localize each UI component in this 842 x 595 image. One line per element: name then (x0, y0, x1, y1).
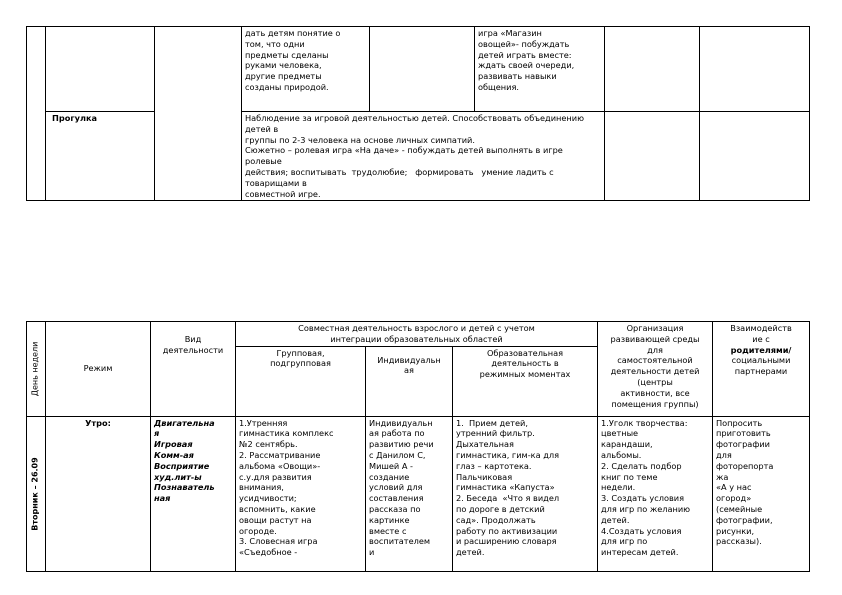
text-line: для (716, 449, 732, 460)
text-line: (центры (637, 376, 673, 387)
text-line: Восприятие (154, 460, 210, 471)
text-line: помещения группы) (611, 398, 699, 409)
text-line: 3. Создать условия (601, 493, 685, 504)
group-header (236, 346, 366, 416)
text-line: гимнастика, гим-ка для (456, 449, 560, 460)
walk-parents-cell (700, 112, 810, 201)
text-line: Мишей А - (369, 460, 413, 471)
text-line: Познаватель (154, 482, 215, 493)
walk-text-cell (242, 112, 605, 201)
walk-label: Прогулка (46, 112, 155, 201)
text-line: усидчивости; (239, 493, 297, 504)
day-text: Вторник – 26.09 (30, 456, 40, 531)
text-line: воспитателем (369, 536, 431, 547)
text-line: ая работа по (369, 428, 425, 439)
group-cell (236, 416, 366, 571)
text-line: с Данилом С, (369, 449, 426, 460)
day-header (27, 322, 46, 417)
top-row-walk (27, 112, 810, 201)
text-line: альбома «Овощи»- (239, 460, 321, 471)
text-line: жа (716, 471, 729, 482)
text-line: карандаши, (601, 439, 653, 450)
text-line: предметы сделаны (245, 49, 329, 60)
text-line: 2. Беседа «Что я видел (456, 493, 560, 504)
text-line: общения. (478, 81, 520, 92)
text-line: овощи растут на (239, 514, 312, 525)
text-line: Взаимодейств (730, 323, 792, 333)
text-line: сад». Продолжать (456, 514, 536, 525)
text-line: фотографии (716, 439, 770, 450)
text-line: 2. Рассматривание (239, 449, 321, 460)
activity-header (151, 322, 236, 417)
text-line: утренний фильтр. (456, 428, 535, 439)
text-line: Попросить (716, 417, 763, 428)
text-line: интеграции образовательных областей (330, 333, 503, 344)
environment-cell (598, 416, 713, 571)
top-activity-cell (155, 27, 242, 201)
text-line: том, что одни (245, 38, 305, 49)
text-line: гимнастика «Капуста» (456, 482, 555, 493)
individual-cell (366, 416, 453, 571)
text-line: дать детям понятие о (245, 28, 341, 38)
text-line: фоторепорта (716, 460, 774, 471)
text-line: для игр по (601, 536, 648, 547)
parents-cell (713, 416, 810, 571)
text-line: условий для (369, 482, 423, 493)
text-line: гимнастика комплекс (239, 428, 334, 439)
top-empty-cell (370, 27, 475, 112)
text-line: внимания, (239, 482, 284, 493)
text-line: Совместная деятельность взрослого и детей с учетом (298, 323, 535, 333)
text-line: огород» (716, 493, 752, 504)
text-line: детей играть вместе: (478, 49, 572, 60)
top-env-cell (605, 27, 700, 112)
text-line: Образовательная (486, 347, 564, 358)
text-line: Групповая, (276, 347, 325, 358)
text-line: 2. Сделать подбор (601, 460, 682, 471)
text-line: Игровая (154, 439, 193, 450)
parents-header (713, 322, 810, 417)
text-line: овощей»- побуждать (478, 38, 570, 49)
text-line: детей. (456, 547, 485, 558)
text-line: (семейные (716, 503, 763, 514)
walk-env-cell (605, 112, 700, 201)
text-line: другие предметы (245, 71, 322, 82)
text-line: работу по активизации (456, 525, 558, 536)
text-line: детей. (601, 514, 630, 525)
text-line: картинке (369, 514, 410, 525)
top-game-cell (475, 27, 605, 112)
text-line: книг по теме (601, 471, 658, 482)
text-line: действия; воспитывать трудолюбие; формировать умение ладить с товарищами в (245, 166, 557, 188)
text-line: ие с (752, 333, 770, 344)
text-line: «Съедобное - (239, 547, 298, 558)
text-line: 1. Прием детей, (456, 417, 528, 428)
text-line: составления (369, 493, 424, 504)
text-line: цветные (601, 428, 639, 439)
text-line: деятельность в (491, 358, 559, 369)
header-row-1 (27, 322, 810, 347)
text-line: развитию речи (369, 439, 434, 450)
text-line: и (369, 547, 375, 558)
text-line: для игр по желанию (601, 503, 691, 514)
text-line: вместе с (369, 525, 407, 536)
text-line: и расширению словаря (456, 536, 557, 547)
text-line: интересам детей. (601, 547, 679, 558)
text-line: недели. (601, 482, 636, 493)
text-line: деятельности детей (610, 366, 700, 377)
tuesday-morning-row (27, 416, 810, 571)
text-line: 3. Словесная игра (239, 536, 318, 547)
text-line: самостоятельной (617, 355, 693, 366)
text-line: фотографии, (716, 514, 773, 525)
text-line: деятельности (162, 344, 224, 355)
text-line: группы по 2-3 человека на основе личных симпатий. (245, 134, 475, 145)
text-line: глаз – картотека. (456, 460, 532, 471)
text-line: для (647, 344, 663, 355)
text-line: родителями/ (730, 344, 792, 355)
text-line: альбомы. (601, 449, 642, 460)
text-line: вспомнить, какие (239, 503, 316, 514)
text-line: Индивидуальн (369, 417, 433, 428)
edu-cell (453, 416, 598, 571)
day-cell (27, 416, 46, 571)
text-line: Сюжетно – ролевая игра «На даче» - побуждать детей выполнять в игре ролевые (245, 145, 566, 167)
text-line: рассказы). (716, 536, 762, 547)
text-line: по дороге в детский (456, 503, 545, 514)
text-line: ая (404, 365, 414, 376)
text-line: Вид (184, 334, 202, 344)
text-line: с.у.для развития (239, 471, 312, 482)
text-line: Комм-ая (154, 449, 194, 460)
top-plan-table (26, 26, 810, 201)
text-line: 4.Создать условия (601, 525, 682, 536)
top-day-cell (27, 27, 46, 201)
text-line: подгрупповая (270, 358, 331, 369)
text-line: Организация (626, 323, 684, 333)
text-line: создание (369, 471, 410, 482)
text-line: рассказа по (369, 503, 421, 514)
text-line: я (154, 428, 160, 439)
text-line: 1.Уголк творчества: (601, 417, 688, 428)
text-line: Наблюдение за игровой деятельностью детей. Способствовать объединению детей в (245, 113, 587, 134)
main-plan-table (26, 321, 810, 572)
text-line: социальными (731, 355, 791, 366)
day-header-text: День недели (30, 341, 40, 397)
text-line: развивающей среды (610, 333, 700, 344)
text-line: Двигательна (154, 417, 215, 428)
text-line: режимных моментах (479, 369, 571, 380)
text-line: развивать навыки (478, 71, 557, 82)
top-mode-cell (46, 27, 155, 112)
individual-header (366, 346, 453, 416)
text-line: партнерами (734, 366, 788, 377)
text-line: рисунки, (716, 525, 755, 536)
top-goal-cell (242, 27, 370, 112)
text-line: приготовить (716, 428, 771, 439)
text-line: огороде. (239, 525, 277, 536)
text-line: ная (154, 493, 171, 504)
text-line: «А у нас (716, 482, 752, 493)
text-line: руками человека, (245, 60, 322, 71)
text-line: Пальчиковая (456, 471, 513, 482)
text-line: активности, все (620, 387, 690, 398)
top-parents-cell (700, 27, 810, 112)
environment-header (598, 322, 713, 417)
text-line: ждать своей очереди, (478, 60, 575, 71)
mode-header-text: Режим (83, 363, 113, 374)
text-line: №2 сентябрь. (239, 439, 298, 450)
text-line: созданы природой. (245, 81, 329, 92)
mode-header (46, 322, 151, 417)
text-line: худ.лит-ы (154, 471, 202, 482)
text-line: Дыхательная (456, 439, 514, 450)
activity-cell (151, 416, 236, 571)
text-line: 1.Утренняя (239, 417, 288, 428)
mode-cell: Утро: (46, 416, 151, 571)
joint-activity-header (236, 322, 598, 347)
text-line: совместной игре. (245, 188, 321, 199)
text-line: игра «Магазин (478, 28, 542, 38)
top-row-1 (27, 27, 810, 112)
text-line: Индивидуальн (377, 354, 441, 365)
edu-header (453, 346, 598, 416)
